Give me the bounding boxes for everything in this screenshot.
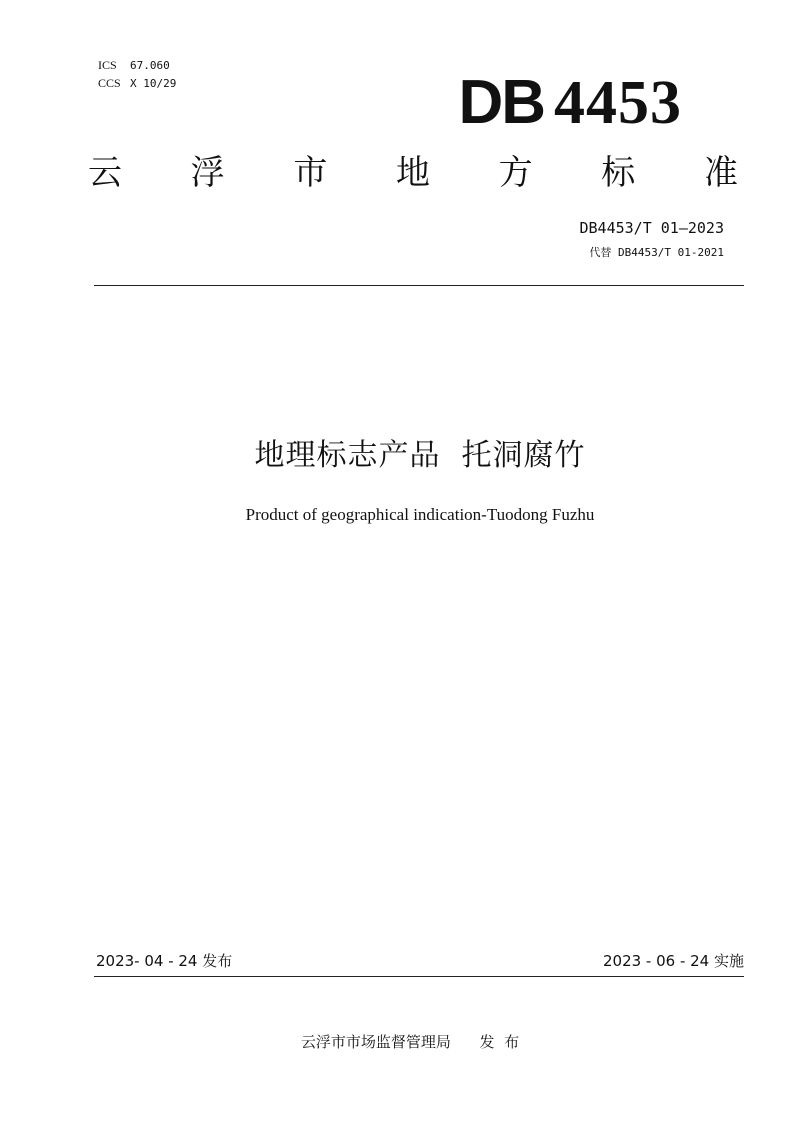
title-chinese: 地理标志产品 托洞腐竹 bbox=[254, 438, 586, 473]
ccs-code bbox=[92, 56, 176, 93]
db-mark-code: 4453 bbox=[554, 69, 682, 137]
ics-value: 67.060 bbox=[130, 59, 170, 72]
standard-type-char: 市 bbox=[293, 153, 328, 193]
standard-type-char: 方 bbox=[498, 153, 533, 193]
standard-type-char: 浮 bbox=[190, 153, 225, 193]
standard-type-char: 地 bbox=[395, 153, 430, 193]
release-date: 2023- 04 - 24 发布 bbox=[96, 952, 233, 970]
replaces-standard: 代替 DB4453/T 01-2021 bbox=[589, 246, 724, 259]
issuer: 云浮市市场监督管理局 发 布 bbox=[300, 1033, 520, 1051]
standard-type-char: 准 bbox=[703, 153, 738, 193]
implementation-date: 2023 - 06 - 24 实施 bbox=[602, 952, 744, 970]
standard-type bbox=[88, 148, 738, 198]
db-mark bbox=[458, 68, 682, 138]
bottom-divider bbox=[94, 976, 744, 977]
standard-number: DB4453/T 01—2023 bbox=[579, 219, 724, 237]
db-mark-prefix: DB bbox=[458, 68, 544, 137]
ics-label: ICS bbox=[98, 58, 117, 72]
ccs-value: X 10/29 bbox=[130, 77, 177, 90]
title-english: Product of geographical indication-Tuodong Fuzhu bbox=[245, 505, 595, 524]
ccs-label: CCS bbox=[98, 76, 121, 90]
top-divider bbox=[94, 285, 744, 286]
standard-type-char: 标 bbox=[601, 153, 636, 193]
standard-type-char: 云 bbox=[88, 153, 122, 193]
